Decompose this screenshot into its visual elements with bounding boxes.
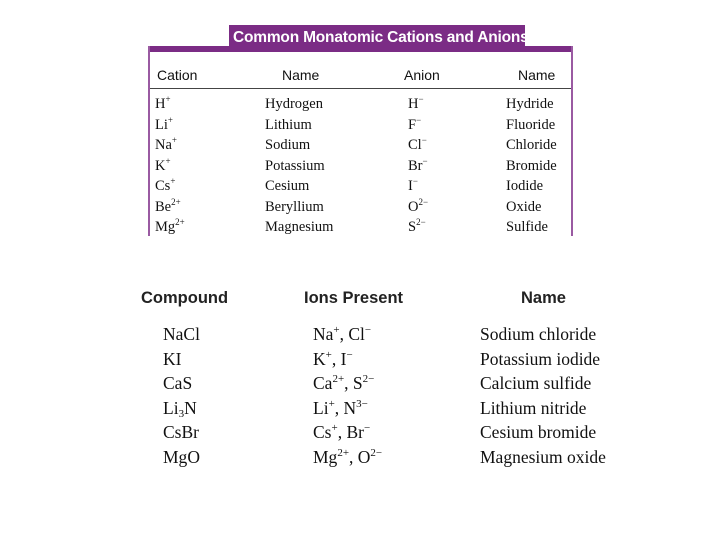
cation-name: Potassium (265, 157, 325, 174)
separator: , (349, 447, 358, 467)
anion-symbol: O (408, 198, 419, 215)
cation-cell (155, 196, 181, 216)
table-row (150, 196, 571, 219)
anion-symbol: H (408, 96, 419, 112)
anion-symbol: F (408, 116, 417, 133)
element-symbol: N (184, 397, 197, 418)
cations-anions-header (150, 52, 571, 90)
ion-symbol: Br (346, 422, 364, 443)
cations-anions-body (150, 96, 571, 236)
cation-cell (155, 137, 177, 154)
cation-name: Hydrogen (265, 96, 323, 112)
ion-symbol: Cl (348, 324, 365, 344)
element-symbol: Mg (163, 447, 188, 467)
anion-cell (408, 114, 422, 134)
element-symbol: S (182, 373, 193, 394)
anion-charge: − (422, 155, 428, 166)
ion-symbol: Cs (313, 422, 332, 443)
element-symbol: K (163, 348, 176, 369)
cation-charge: + (171, 135, 177, 145)
anion-cell (408, 137, 427, 154)
ions-present (313, 324, 371, 345)
table-row (0, 349, 720, 374)
ion-charge: 2− (370, 447, 383, 459)
cation-symbol: K (155, 157, 166, 174)
element-symbol: O (187, 447, 200, 467)
ion-charge: − (364, 324, 372, 336)
separator: , (339, 324, 349, 344)
anion-symbol: Br (408, 157, 423, 174)
header-cation-name: Name (282, 67, 320, 83)
separator: , (337, 422, 347, 443)
ion-symbol: N (343, 397, 357, 418)
table-row (0, 422, 720, 447)
cation-name: Magnesium (265, 219, 334, 235)
ion-charge: + (331, 422, 338, 435)
ion-symbol: K (313, 348, 326, 369)
anion-charge: 2− (416, 217, 426, 227)
cation-symbol: Be (155, 198, 172, 215)
cation-symbol: Na (155, 137, 172, 153)
table-row (150, 178, 571, 198)
anion-name: Oxide (506, 198, 542, 215)
table-row (150, 96, 571, 116)
ion-charge: − (363, 422, 371, 435)
cation-charge: 2+ (175, 217, 185, 227)
cation-charge: + (170, 176, 176, 186)
table-row (0, 398, 720, 423)
compound-name: Cesium bromide (480, 422, 597, 443)
anion-name: Iodide (506, 178, 544, 194)
anion-name: Sulfide (506, 219, 548, 235)
cation-cell (155, 219, 185, 236)
compound-formula (163, 373, 192, 394)
anion-cell (408, 196, 429, 216)
cation-charge: + (167, 114, 173, 125)
ion-charge: − (346, 348, 353, 361)
element-symbol: Na (163, 324, 184, 344)
table-row (150, 137, 571, 157)
ion-symbol: Ca (313, 373, 333, 394)
anion-charge: 2− (418, 196, 429, 207)
compound-formula (163, 349, 181, 370)
cation-symbol: H (155, 96, 166, 112)
table-title: Common Monatomic Cations and Anions (229, 25, 525, 51)
ion-symbol: I (340, 348, 347, 369)
compound-formula (163, 447, 200, 468)
element-symbol: Li (163, 397, 179, 418)
anion-symbol: Cl (408, 137, 422, 153)
ion-charge: 3− (356, 397, 368, 410)
compound-formula (163, 422, 199, 443)
separator: , (331, 348, 341, 369)
cation-name: Sodium (265, 137, 311, 153)
ion-charge: 2+ (337, 447, 350, 459)
ion-symbol: Na (313, 324, 334, 344)
anion-symbol: S (408, 219, 417, 235)
header-anion-name: Name (518, 67, 556, 83)
compound-name: Lithium nitride (480, 397, 587, 418)
compound-name: Magnesium oxide (480, 447, 606, 467)
compound-formula (163, 398, 197, 419)
separator: , (334, 397, 344, 418)
table-row (150, 155, 571, 178)
ion-symbol: S (352, 373, 363, 394)
cation-cell (155, 114, 173, 134)
anion-name: Bromide (506, 157, 557, 174)
cation-name: Lithium (265, 116, 312, 133)
anion-symbol: I (408, 178, 413, 194)
cation-name: Beryllium (265, 198, 324, 215)
anion-charge: − (412, 176, 418, 186)
anion-cell (408, 96, 424, 113)
element-symbol: I (175, 348, 182, 369)
ion-charge: + (333, 324, 340, 336)
anion-cell (408, 219, 426, 236)
cation-cell (155, 155, 171, 175)
anion-cell (408, 155, 428, 175)
table-row (0, 373, 720, 398)
ion-symbol: Mg (313, 447, 338, 467)
anion-cell (408, 178, 418, 195)
cation-symbol: Cs (155, 178, 171, 194)
separator: , (344, 373, 353, 394)
ion-symbol: Li (313, 397, 329, 418)
element-symbol: Ca (163, 373, 183, 394)
anion-name: Chloride (506, 137, 557, 153)
element-symbol: Cl (183, 324, 200, 344)
cation-symbol: Li (155, 116, 168, 133)
cation-cell (155, 96, 171, 113)
ions-present (313, 422, 370, 443)
cation-cell (155, 178, 175, 195)
ion-symbol: O (357, 447, 371, 467)
cation-charge: + (165, 155, 171, 166)
anion-charge: − (421, 135, 427, 145)
table-row (0, 324, 720, 349)
ions-present (313, 398, 368, 419)
cation-symbol: Mg (155, 219, 176, 235)
anion-name: Hydride (506, 96, 554, 112)
anion-name: Fluoride (506, 116, 556, 133)
element-symbol: Cs (163, 422, 182, 443)
ion-charge: + (328, 397, 335, 410)
ions-present (313, 373, 374, 394)
compound-name: Calcium sulfide (480, 373, 592, 394)
header-compound: Compound (141, 289, 229, 307)
ion-charge: + (325, 348, 332, 361)
header-compound-name: Name (521, 289, 566, 307)
table-right-border (571, 46, 573, 236)
cation-charge: + (165, 96, 171, 104)
subscript: 3 (178, 407, 185, 420)
header-ions-present: Ions Present (304, 289, 404, 307)
compound-formula (163, 324, 200, 345)
table-row (150, 114, 571, 137)
element-symbol: Br (181, 422, 199, 443)
ion-charge: 2− (362, 373, 375, 386)
table-row (150, 219, 571, 236)
header-rule (150, 88, 571, 89)
cation-name: Cesium (265, 178, 310, 194)
table-row (0, 447, 720, 472)
header-anion: Anion (404, 67, 440, 83)
ions-present (313, 349, 353, 370)
anion-charge: − (416, 114, 422, 125)
cation-charge: 2+ (171, 196, 181, 207)
compound-name: Potassium iodide (480, 348, 601, 369)
ion-charge: 2+ (332, 373, 345, 386)
compound-name: Sodium chloride (480, 324, 597, 344)
anion-charge: − (418, 96, 424, 104)
ions-present (313, 447, 382, 468)
header-cation: Cation (157, 67, 198, 83)
